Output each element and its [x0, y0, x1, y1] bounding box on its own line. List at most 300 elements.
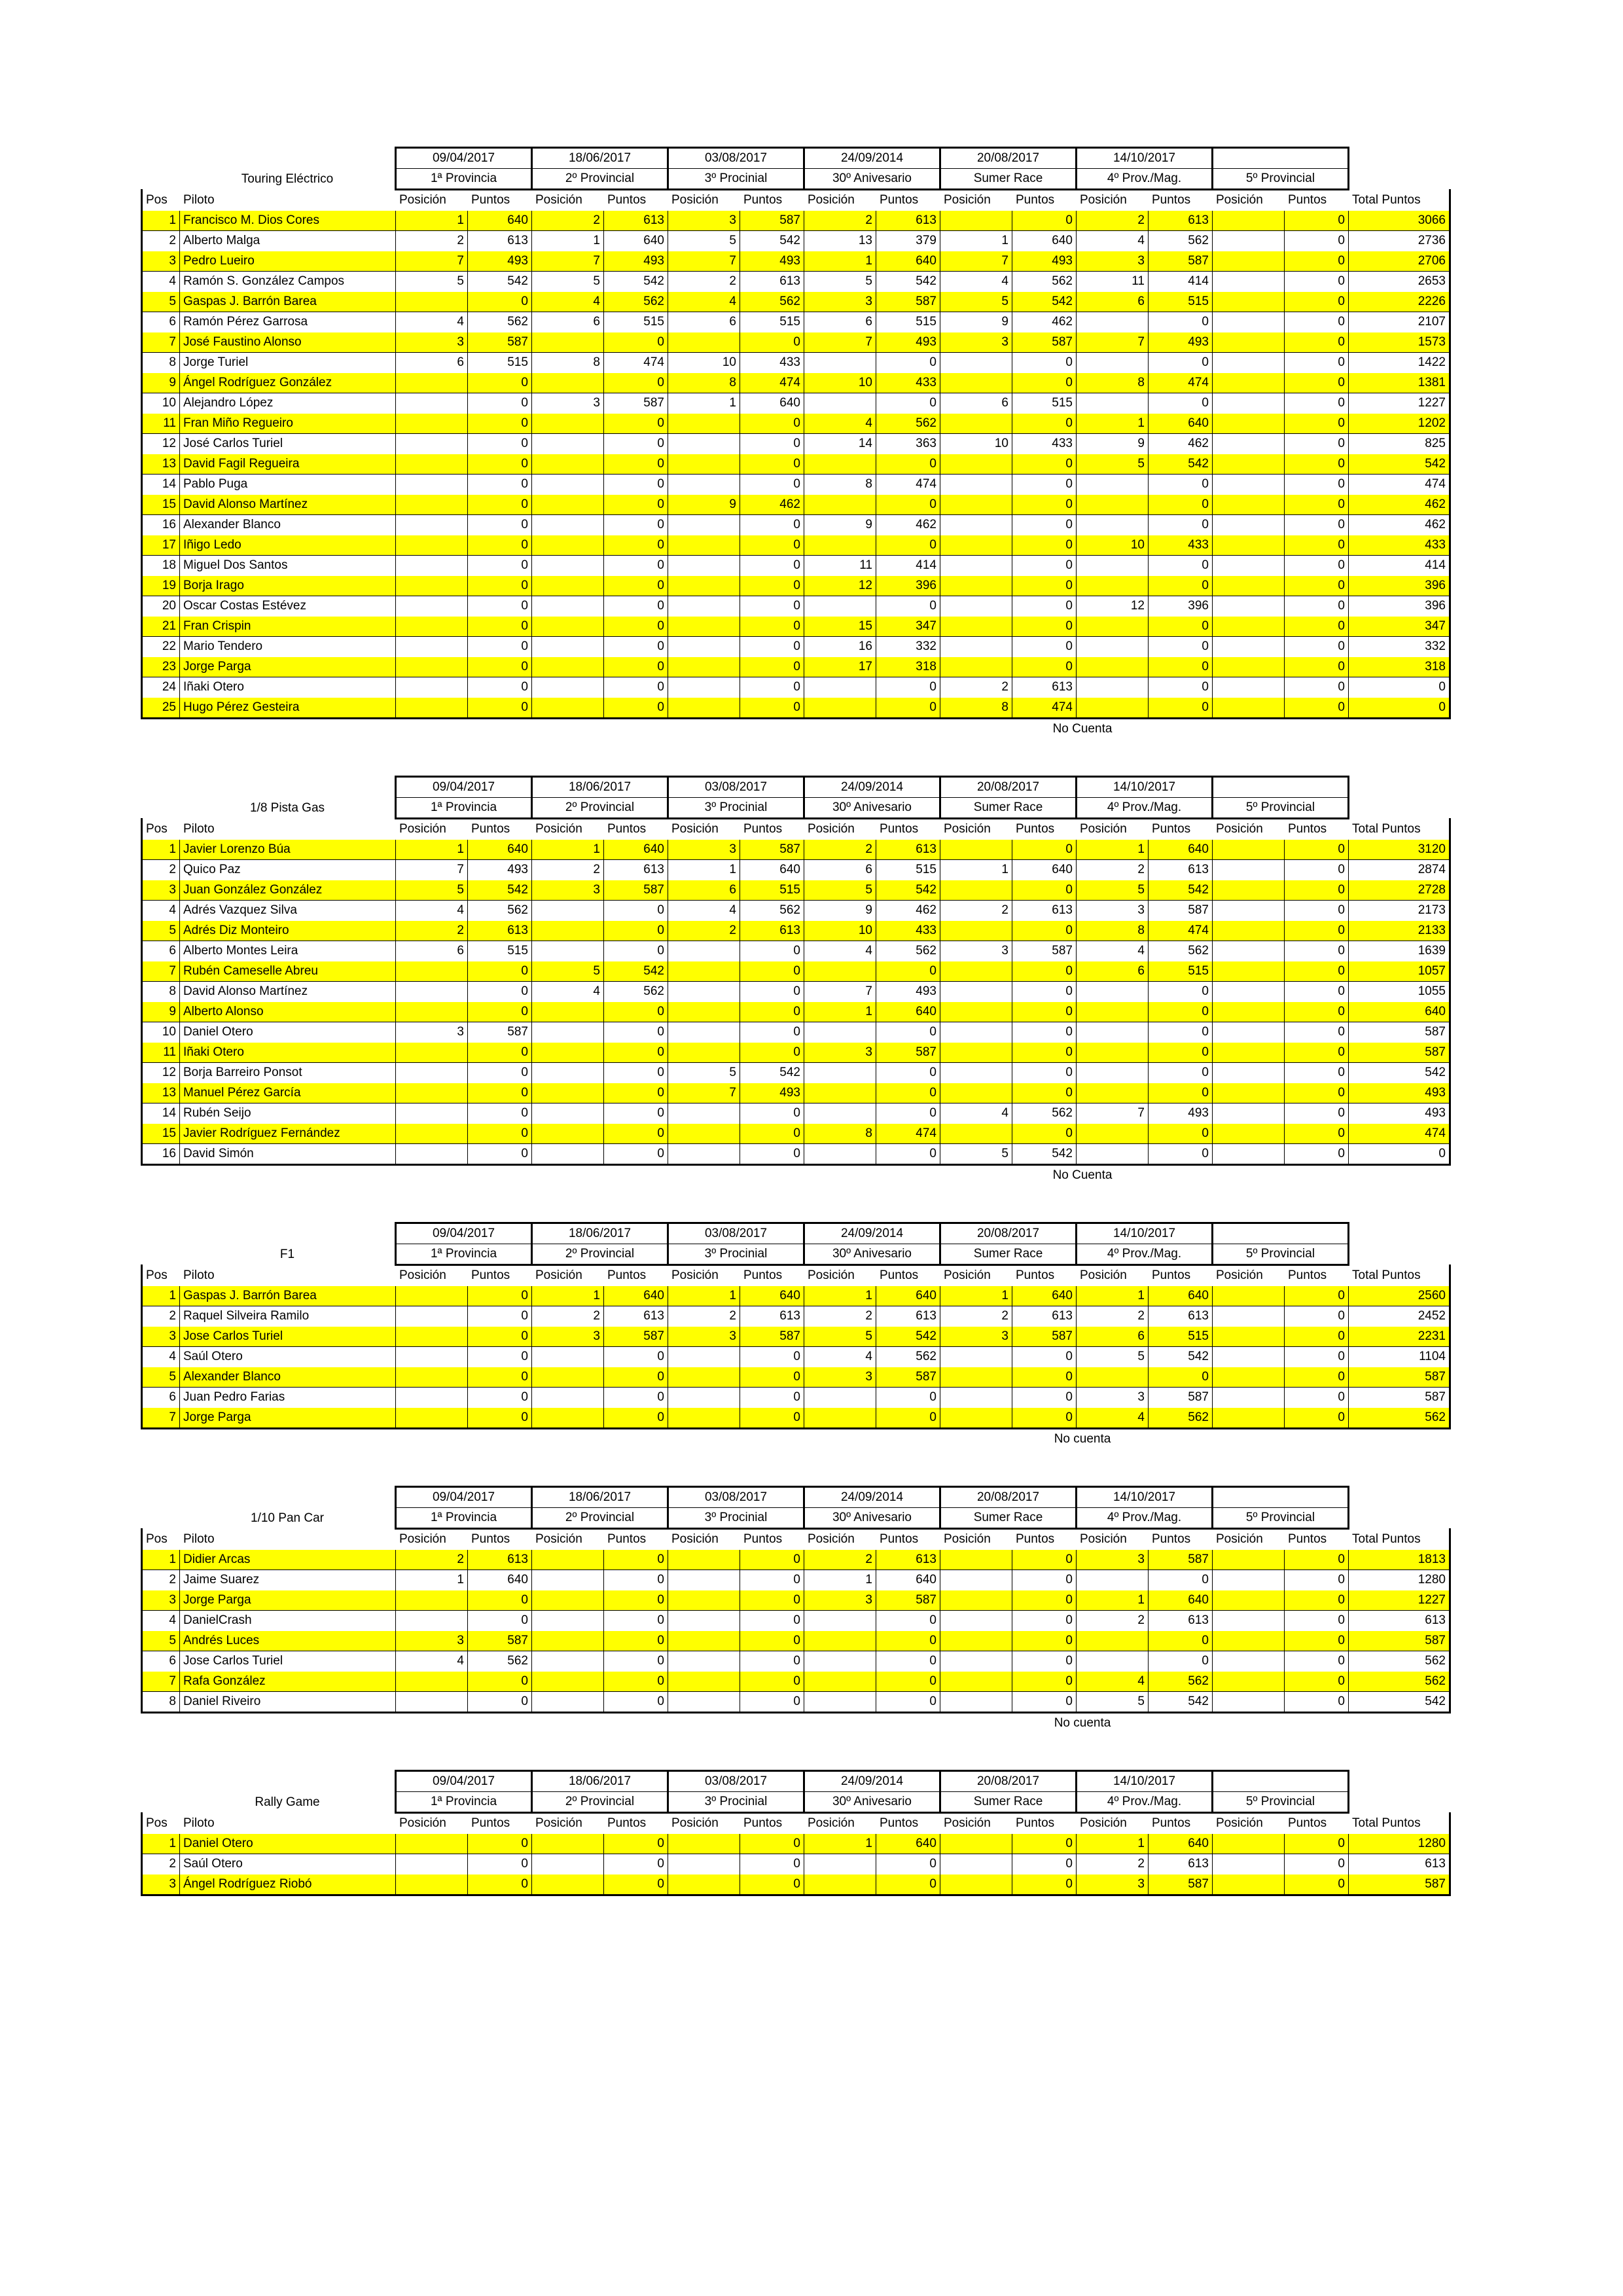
total-points-cell: 2226 [1349, 292, 1450, 312]
points-cell: 462 [876, 901, 940, 921]
position-cell: 2 [532, 860, 604, 880]
points-cell: 0 [468, 454, 532, 475]
points-cell: 0 [1285, 1854, 1349, 1874]
points-cell: 515 [876, 860, 940, 880]
points-cell: 0 [604, 1063, 668, 1083]
rank-cell: 1 [142, 1834, 180, 1854]
points-cell: 0 [1012, 1408, 1077, 1429]
pilot-name-cell: Mario Tendero [180, 637, 396, 657]
position-cell [1213, 353, 1285, 373]
position-cell [396, 1306, 468, 1327]
pilot-name-cell: Alejandro López [180, 393, 396, 414]
points-cell: 640 [468, 1570, 532, 1590]
points-cell: 0 [740, 982, 804, 1002]
position-cell [804, 535, 876, 556]
points-cell: 0 [876, 698, 940, 719]
points-cell: 363 [876, 434, 940, 454]
points-cell: 0 [1012, 1854, 1077, 1874]
position-cell: 5 [940, 292, 1012, 312]
position-cell [532, 1347, 604, 1367]
points-cell: 0 [1285, 332, 1349, 353]
points-cell: 562 [740, 901, 804, 921]
position-cell [1213, 414, 1285, 434]
position-cell [804, 1672, 876, 1692]
position-cell: 1 [668, 860, 740, 880]
points-cell: 613 [740, 272, 804, 292]
event-date: 09/04/2017 [396, 1487, 532, 1508]
position-cell: 4 [804, 414, 876, 434]
position-cell [1213, 1286, 1285, 1306]
position-cell: 8 [940, 698, 1012, 719]
points-cell: 613 [1149, 860, 1213, 880]
posicion-header: Posición [671, 1268, 719, 1282]
position-cell: 1 [804, 1002, 876, 1022]
points-cell: 0 [1012, 211, 1077, 231]
event-date: 03/08/2017 [668, 777, 804, 798]
table-row [142, 982, 1450, 1002]
rank-cell: 14 [142, 475, 180, 495]
total-points-cell: 462 [1349, 495, 1450, 515]
points-cell: 474 [1149, 921, 1213, 941]
event-name: 5º Provincial [1213, 798, 1349, 819]
total-points-cell: 2107 [1349, 312, 1450, 332]
table-row [142, 535, 1450, 556]
position-cell: 2 [804, 1550, 876, 1570]
standings-block [141, 147, 1446, 739]
points-cell: 562 [1149, 1672, 1213, 1692]
points-cell: 562 [1012, 272, 1077, 292]
event-name: Sumer Race [940, 1792, 1077, 1813]
points-cell: 640 [876, 1286, 940, 1306]
points-cell: 0 [740, 1611, 804, 1631]
event-date: 09/04/2017 [396, 148, 532, 169]
puntos-header: Puntos [743, 1816, 783, 1830]
position-cell [668, 941, 740, 961]
points-cell: 0 [740, 1672, 804, 1692]
position-cell [668, 982, 740, 1002]
event-date: 18/06/2017 [532, 148, 668, 169]
event-name: 4º Prov./Mag. [1077, 1508, 1213, 1529]
table-row [142, 1083, 1450, 1103]
total-points-cell: 1227 [1349, 393, 1450, 414]
points-cell: 640 [740, 1286, 804, 1306]
points-cell: 542 [740, 1063, 804, 1083]
total-points-cell: 1422 [1349, 353, 1450, 373]
event-date: 18/06/2017 [532, 1223, 668, 1244]
position-cell: 7 [668, 251, 740, 272]
puntos-header: Puntos [1288, 1816, 1327, 1830]
points-cell: 0 [1285, 1692, 1349, 1713]
event-date: 14/10/2017 [1077, 777, 1213, 798]
puntos-header: Puntos [743, 1268, 783, 1282]
points-cell: 542 [468, 272, 532, 292]
points-cell: 640 [604, 840, 668, 860]
posicion-header: Posición [944, 1268, 991, 1282]
position-cell [396, 292, 468, 312]
pos-header: Pos [142, 819, 180, 840]
position-cell [1077, 1022, 1149, 1043]
pilot-name-cell: Saúl Otero [180, 1854, 396, 1874]
points-cell: 0 [604, 1388, 668, 1408]
points-cell: 0 [1012, 1002, 1077, 1022]
points-cell: 515 [1149, 292, 1213, 312]
position-cell [1077, 556, 1149, 576]
position-cell: 2 [1077, 1306, 1149, 1327]
position-cell: 2 [396, 231, 468, 251]
position-cell [668, 1834, 740, 1854]
points-cell: 0 [1285, 657, 1349, 677]
total-points-cell: 3066 [1349, 211, 1450, 231]
points-cell: 0 [740, 617, 804, 637]
pilot-name-cell: Gaspas J. Barrón Barea [180, 1286, 396, 1306]
points-cell: 562 [604, 982, 668, 1002]
position-cell: 5 [668, 231, 740, 251]
position-cell: 5 [532, 961, 604, 982]
points-cell: 613 [876, 1306, 940, 1327]
points-cell: 0 [468, 1002, 532, 1022]
no-cuenta-note: No Cuenta [1052, 1168, 1113, 1182]
position-cell [396, 1692, 468, 1713]
points-cell: 493 [740, 1083, 804, 1103]
rank-cell: 19 [142, 576, 180, 596]
position-cell [940, 921, 1012, 941]
position-cell: 1 [1077, 1590, 1149, 1611]
position-cell [1213, 231, 1285, 251]
points-cell: 515 [1012, 393, 1077, 414]
points-cell: 0 [1149, 475, 1213, 495]
position-cell [1213, 921, 1285, 941]
position-cell [940, 961, 1012, 982]
points-cell: 0 [468, 617, 532, 637]
rank-cell: 15 [142, 1124, 180, 1144]
position-cell [940, 1367, 1012, 1388]
position-cell: 4 [940, 1103, 1012, 1124]
points-cell: 0 [468, 535, 532, 556]
points-cell: 0 [1149, 495, 1213, 515]
pilot-name-cell: Javier Lorenzo Búa [180, 840, 396, 860]
event-names-row [142, 169, 1450, 190]
points-cell: 0 [740, 657, 804, 677]
event-date: 14/10/2017 [1077, 148, 1213, 169]
position-cell [396, 1083, 468, 1103]
event-name: 5º Provincial [1213, 1244, 1349, 1265]
total-points-cell: 2173 [1349, 901, 1450, 921]
position-cell [396, 961, 468, 982]
table-row [142, 1651, 1450, 1672]
position-cell: 3 [396, 332, 468, 353]
points-cell: 0 [1149, 1367, 1213, 1388]
position-cell [396, 1590, 468, 1611]
position-cell [1077, 1631, 1149, 1651]
pilot-name-cell: Saúl Otero [180, 1347, 396, 1367]
points-cell: 0 [604, 1590, 668, 1611]
points-cell: 0 [468, 1834, 532, 1854]
posicion-header: Posición [808, 1816, 855, 1830]
points-cell: 562 [1012, 1103, 1077, 1124]
total-points-cell: 396 [1349, 596, 1450, 617]
puntos-header: Puntos [743, 1532, 783, 1546]
points-cell: 0 [1285, 1306, 1349, 1327]
table-row [142, 860, 1450, 880]
event-name: 2º Provincial [532, 1792, 668, 1813]
no-cuenta-note: No Cuenta [1052, 722, 1113, 736]
points-cell: 587 [740, 211, 804, 231]
position-cell [396, 454, 468, 475]
table-row [142, 1874, 1450, 1895]
position-cell [1213, 982, 1285, 1002]
points-cell: 0 [740, 1590, 804, 1611]
position-cell: 1 [804, 1834, 876, 1854]
points-cell: 0 [1012, 1590, 1077, 1611]
points-cell: 0 [1285, 1631, 1349, 1651]
position-cell [1077, 1063, 1149, 1083]
position-cell: 5 [668, 1063, 740, 1083]
position-cell [940, 515, 1012, 535]
points-cell: 0 [1012, 1631, 1077, 1651]
total-header: Total Puntos [1349, 1265, 1450, 1286]
event-name: Sumer Race [940, 798, 1077, 819]
position-cell [532, 1672, 604, 1692]
position-cell: 3 [940, 332, 1012, 353]
position-cell [668, 1550, 740, 1570]
posicion-header: Posición [808, 1268, 855, 1282]
position-cell [396, 1124, 468, 1144]
puntos-header: Puntos [1152, 1816, 1191, 1830]
position-cell [1077, 353, 1149, 373]
position-cell: 6 [532, 312, 604, 332]
pilot-name-cell: Iñigo Ledo [180, 535, 396, 556]
event-date: 20/08/2017 [940, 148, 1077, 169]
standings-table [141, 1770, 1451, 1896]
position-cell [940, 637, 1012, 657]
points-cell: 0 [1012, 495, 1077, 515]
position-cell: 8 [804, 475, 876, 495]
points-cell: 493 [1149, 332, 1213, 353]
position-cell [396, 1063, 468, 1083]
points-cell: 0 [468, 393, 532, 414]
position-cell [532, 1043, 604, 1063]
position-cell [940, 657, 1012, 677]
points-cell: 0 [740, 454, 804, 475]
position-cell [940, 1124, 1012, 1144]
rank-cell: 12 [142, 1063, 180, 1083]
posicion-header: Posición [808, 822, 855, 836]
table-row [142, 1124, 1450, 1144]
total-points-cell: 1280 [1349, 1834, 1450, 1854]
position-cell: 3 [668, 840, 740, 860]
piloto-header: Piloto [183, 821, 215, 836]
position-cell: 3 [396, 1022, 468, 1043]
puntos-header: Puntos [743, 193, 783, 207]
points-cell: 0 [1012, 1834, 1077, 1854]
position-cell: 5 [1077, 1347, 1149, 1367]
posicion-header: Posición [944, 1532, 991, 1546]
event-date: 24/09/2014 [804, 777, 940, 798]
position-cell: 5 [532, 272, 604, 292]
total-points-cell: 562 [1349, 1651, 1450, 1672]
position-cell [1213, 1834, 1285, 1854]
position-cell [532, 698, 604, 719]
pilot-name-cell: Miguel Dos Santos [180, 556, 396, 576]
event-date: 20/08/2017 [940, 777, 1077, 798]
points-cell: 0 [468, 1611, 532, 1631]
total-points-cell: 2133 [1349, 921, 1450, 941]
points-cell: 0 [1285, 1651, 1349, 1672]
event-name: 30º Anivesario [804, 1508, 940, 1529]
points-cell: 0 [468, 475, 532, 495]
rank-cell: 2 [142, 860, 180, 880]
points-cell: 0 [1285, 961, 1349, 982]
position-cell [1213, 1408, 1285, 1429]
position-cell: 1 [940, 860, 1012, 880]
points-cell: 0 [1285, 515, 1349, 535]
position-cell [1213, 1063, 1285, 1083]
position-cell [668, 1408, 740, 1429]
points-cell: 474 [876, 475, 940, 495]
posicion-header: Posición [535, 193, 582, 207]
puntos-header: Puntos [471, 1268, 510, 1282]
puntos-header: Puntos [607, 822, 647, 836]
points-cell: 0 [1285, 1347, 1349, 1367]
position-cell: 4 [532, 292, 604, 312]
points-cell: 0 [604, 1124, 668, 1144]
pilot-name-cell: José Faustino Alonso [180, 332, 396, 353]
position-cell [668, 596, 740, 617]
points-cell: 542 [468, 880, 532, 901]
points-cell: 0 [1012, 1611, 1077, 1631]
points-cell: 0 [1285, 1286, 1349, 1306]
points-cell: 0 [604, 1631, 668, 1651]
total-points-cell: 1280 [1349, 1570, 1450, 1590]
position-cell [396, 495, 468, 515]
position-cell: 4 [668, 292, 740, 312]
position-cell [1213, 393, 1285, 414]
position-cell: 13 [804, 231, 876, 251]
points-cell: 562 [1149, 231, 1213, 251]
points-cell: 562 [468, 1651, 532, 1672]
position-cell: 1 [532, 231, 604, 251]
position-cell: 5 [804, 272, 876, 292]
posicion-header: Posición [1080, 193, 1127, 207]
position-cell [940, 1692, 1012, 1713]
points-cell: 433 [740, 353, 804, 373]
points-cell: 0 [740, 515, 804, 535]
position-cell [668, 1043, 740, 1063]
points-cell: 515 [740, 312, 804, 332]
position-cell: 7 [668, 1083, 740, 1103]
table-row [142, 1063, 1450, 1083]
rank-cell: 2 [142, 1306, 180, 1327]
table-row [142, 332, 1450, 353]
points-cell: 0 [1285, 1672, 1349, 1692]
points-cell: 542 [604, 272, 668, 292]
points-cell: 0 [468, 657, 532, 677]
points-cell: 0 [604, 1043, 668, 1063]
points-cell: 613 [1149, 1854, 1213, 1874]
points-cell: 640 [1149, 414, 1213, 434]
position-cell: 4 [1077, 1408, 1149, 1429]
points-cell: 0 [740, 961, 804, 982]
position-cell [532, 1570, 604, 1590]
points-cell: 0 [468, 1043, 532, 1063]
points-cell: 493 [468, 860, 532, 880]
points-cell: 587 [1012, 1327, 1077, 1347]
position-cell [1077, 617, 1149, 637]
position-cell: 7 [804, 982, 876, 1002]
position-cell [940, 556, 1012, 576]
table-row [142, 211, 1450, 231]
total-points-cell: 3120 [1349, 840, 1450, 860]
position-cell [1213, 576, 1285, 596]
position-cell: 8 [668, 373, 740, 393]
rank-cell: 3 [142, 880, 180, 901]
points-cell: 0 [1285, 637, 1349, 657]
rank-cell: 10 [142, 1022, 180, 1043]
position-cell: 10 [668, 353, 740, 373]
position-cell [532, 454, 604, 475]
position-cell [668, 617, 740, 637]
position-cell [532, 1550, 604, 1570]
position-cell [1213, 373, 1285, 393]
table-row [142, 1103, 1450, 1124]
position-cell: 3 [804, 1043, 876, 1063]
position-cell [1213, 677, 1285, 698]
points-cell: 0 [604, 535, 668, 556]
position-cell: 4 [396, 312, 468, 332]
column-header-row [142, 190, 1450, 211]
puntos-header: Puntos [607, 1816, 647, 1830]
event-name: 30º Anivesario [804, 169, 940, 190]
points-cell: 0 [604, 901, 668, 921]
position-cell [940, 1550, 1012, 1570]
event-names-row [142, 1244, 1450, 1265]
points-cell: 0 [876, 353, 940, 373]
rank-cell: 3 [142, 1590, 180, 1611]
table-row [142, 901, 1450, 921]
position-cell: 14 [804, 434, 876, 454]
points-cell: 0 [468, 1286, 532, 1306]
position-cell: 4 [940, 272, 1012, 292]
event-date: 03/08/2017 [668, 1223, 804, 1244]
event-name: 1ª Provincia [396, 1508, 532, 1529]
points-cell: 0 [1012, 1124, 1077, 1144]
points-cell: 0 [1149, 312, 1213, 332]
event-name: 4º Prov./Mag. [1077, 169, 1213, 190]
rank-cell: 2 [142, 1854, 180, 1874]
points-cell: 640 [740, 860, 804, 880]
points-cell: 0 [1012, 961, 1077, 982]
table-row [142, 1286, 1450, 1306]
points-cell: 542 [1149, 880, 1213, 901]
rank-cell: 6 [142, 1651, 180, 1672]
position-cell [668, 1590, 740, 1611]
points-cell: 0 [1012, 1022, 1077, 1043]
total-points-cell: 1381 [1349, 373, 1450, 393]
rank-cell: 16 [142, 515, 180, 535]
position-cell [532, 901, 604, 921]
points-cell: 0 [740, 941, 804, 961]
table-row [142, 1590, 1450, 1611]
points-cell: 0 [1285, 1103, 1349, 1124]
rank-cell: 1 [142, 1286, 180, 1306]
points-cell: 0 [1149, 1651, 1213, 1672]
pilot-name-cell: Fran Miño Regueiro [180, 414, 396, 434]
rank-cell: 3 [142, 251, 180, 272]
position-cell [1213, 1022, 1285, 1043]
position-cell [1213, 1043, 1285, 1063]
position-cell: 6 [396, 353, 468, 373]
points-cell: 0 [876, 1022, 940, 1043]
